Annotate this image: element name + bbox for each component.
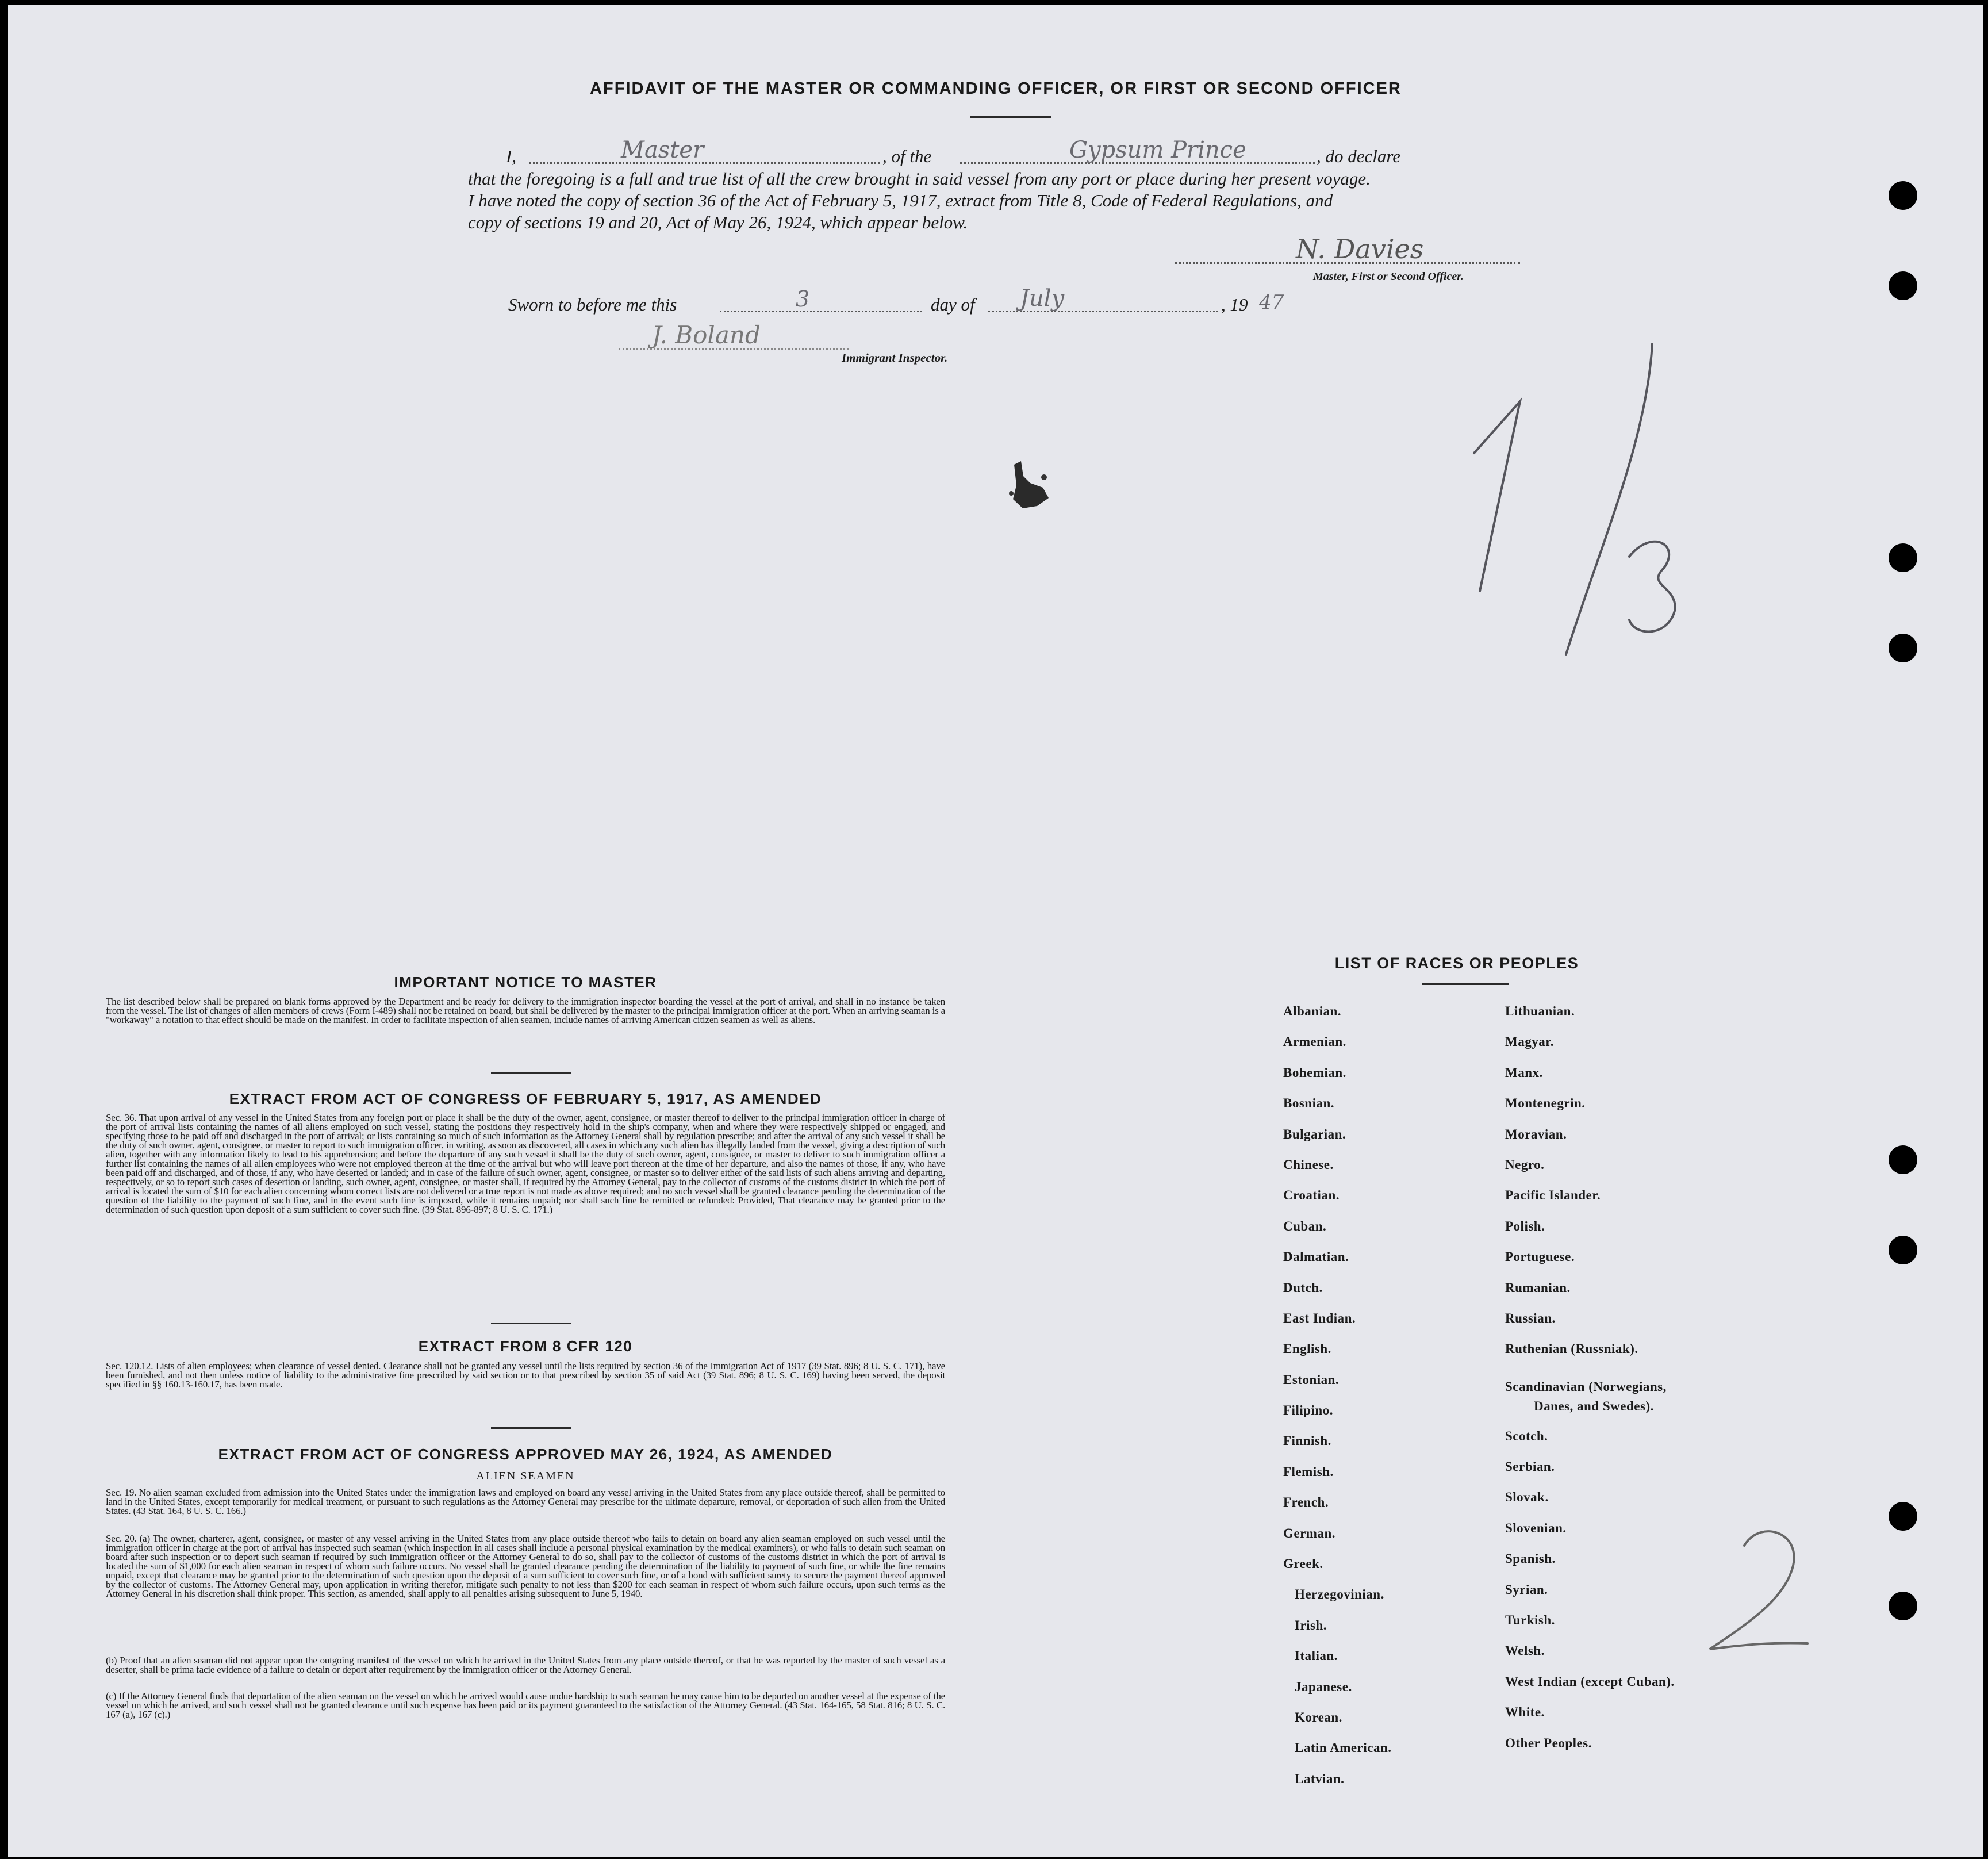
inspector-signature: J. Boland [652, 321, 761, 349]
race-item: English. [1283, 1341, 1331, 1356]
race-item: Other Peoples. [1505, 1735, 1592, 1750]
sworn-month-handwritten: July [1020, 285, 1065, 312]
race-item: Herzegovinian. [1295, 1587, 1384, 1602]
manifest-page [8, 5, 1983, 1857]
punch-hole [1889, 1236, 1917, 1264]
race-item: Irish. [1295, 1617, 1327, 1632]
extract-1917-text: Sec. 36. That upon arrival of any vessel in the United States from any foreign port or place it shall be the duty of the owner, agent, consignee, or master thereof to deliver to the principal immigration officer in charge of the port of arrival lists containing the names of all aliens employed on such vessel, stating the positions they respectively hold in the ship's company, when and where they were respectively shipped or engaged, and specifying those to be paid off and discharged in the port of arrival; or lists containing so much of such information as the Attorney General shall by regulation prescribe; and after the arrival of any such vessel it shall be the duty of such owner, agent, consignee, or master to report to such immigration officer, in writing, as soon as discovered, all cases in which any such alien has illegally landed from the vessel, giving a description of such alien, together with any information likely to lead to his apprehension; and before the departure of any such vessel it shall be the duty of such owner, agent, consignee, or master to deliver to such immigration officer a further list containing the names of all alien employees who were not employed thereon at the time of the arrival but who will leave port thereon at the time of her departure, and also the names of those, if any, who have been paid off and discharged, and of those, if any, who have deserted or landed; and in case of the failure of such owner, agent, consignee, or master so to deliver either of the said lists of such aliens arriving and departing, respectively, or so to report such cases of desertion or landing, such owner, agent, consignee, or master shall, if required by the Attorney General, pay to the collector of customs of the customs district in which the port of arrival is located the sum of $10 for each alien concerning whom correct lists are not delivered or a true report is not made as above required; and no such vessel shall be granted clearance pending the determination of the question of the liability to the payment of such fine, and in the event such fine is imposed, while it remains unpaid; nor shall such fine be remitted or refunded: Provided, That clearance may be granted prior to the determination of such question upon deposit of a sum sufficient to cover such fine. (39 Stat. 896-897; 8 U. S. C. 171.) [106, 1112, 945, 1215]
extract-cfr-title: EXTRACT FROM 8 CFR 120 [418, 1337, 633, 1355]
extract-1924-subtitle: ALIEN SEAMEN [476, 1470, 575, 1482]
affidavit-line-3: I have noted the copy of section 36 of the Act of February 5, 1917, extract from Title 8, Code of Federal Regulations, and [468, 190, 1333, 210]
race-item: Italian. [1295, 1649, 1338, 1663]
race-item: Flemish. [1283, 1464, 1334, 1479]
affidavit-line-4: copy of sections 19 and 20, Act of May 26, 1924, which appear below. [468, 212, 968, 232]
affidavit-line-1 [506, 137, 1535, 169]
extract-1924-sec19: Sec. 19. No alien seaman excluded from admission into the United States under the immigration laws and employed on board any vessel arriving in the United States from any place outside thereof, shall be permitted to land in the United States, except temporarily for medical treatment, or pursuant to such regulations as the Attorney General may prescribe for the ultimate departure, removal, or deportation of such alien from the United States. (43 Stat. 164, 8 U. S. C. 166.) [106, 1487, 945, 1516]
declarant-prefix: I, [506, 146, 517, 166]
race-item: Pacific Islander. [1505, 1188, 1601, 1203]
race-item: Greek. [1283, 1557, 1323, 1571]
race-item: Japanese. [1295, 1679, 1352, 1694]
punch-hole [1889, 1145, 1917, 1174]
race-item: Ruthenian (Russniak). [1505, 1341, 1638, 1356]
punch-hole [1889, 1592, 1917, 1620]
declarant-title-handwritten: Master [621, 137, 704, 163]
punch-hole [1889, 271, 1917, 300]
race-item: Slovak. [1505, 1490, 1549, 1505]
race-item: Lithuanian. [1505, 1004, 1575, 1018]
race-item: Moravian. [1505, 1126, 1567, 1141]
race-item: Magyar. [1505, 1034, 1555, 1049]
race-item: Serbian. [1505, 1459, 1555, 1474]
sworn-day-handwritten: 3 [796, 286, 810, 312]
race-item: Turkish. [1505, 1613, 1555, 1628]
sworn-line [508, 285, 1313, 317]
race-item: Negro. [1505, 1157, 1545, 1172]
race-item: Dalmatian. [1283, 1249, 1349, 1264]
extract-1924-title: EXTRACT FROM ACT OF CONGRESS APPROVED MAY 26, 1924, AS AMENDED [218, 1446, 833, 1463]
race-item: West Indian (except Cuban). [1505, 1674, 1675, 1689]
sworn-year-handwritten: 47 [1259, 291, 1284, 314]
affidavit-line-2: that the foregoing is a full and true list of all the crew brought in said vessel from any port or place during her present voyage. [468, 168, 1371, 189]
race-item: Latin American. [1295, 1741, 1392, 1755]
punch-hole [1889, 181, 1917, 210]
race-item: Bosnian. [1283, 1096, 1335, 1111]
races-title: LIST OF RACES OR PEOPLES [1334, 955, 1579, 972]
race-item: Cuban. [1283, 1218, 1327, 1233]
folio-handwriting [1457, 338, 1756, 660]
race-item: Dutch. [1283, 1280, 1323, 1295]
day-of-text: day of [931, 294, 975, 315]
race-item: Chinese. [1283, 1157, 1334, 1172]
race-item: Finnish. [1283, 1433, 1331, 1448]
races-column-1 [1283, 1004, 1490, 1802]
year-prefix-text: , 19 [1221, 294, 1248, 315]
race-item: Syrian. [1505, 1582, 1548, 1597]
extract-1924-sec20b: (b) Proof that an alien seaman did not appear upon the outgoing manifest of the vessel on which he arrived in the United States from any place outside thereof, or that he was reported by the master of such vessel as a deserter, shall be prima facie evidence of a failure to detain or deport after requirement by the immigration officer or the Attorney General. [106, 1655, 945, 1675]
race-item: Latvian. [1295, 1771, 1345, 1786]
of-the-text: , of the [882, 146, 932, 166]
race-item: Scandinavian (Norwegians, [1505, 1379, 1667, 1394]
punch-hole [1889, 634, 1917, 662]
title-divider [970, 116, 1051, 118]
punch-hole [1889, 1502, 1917, 1531]
race-item: Estonian. [1283, 1372, 1340, 1387]
race-item: Rumanian. [1505, 1280, 1571, 1295]
race-item: White. [1505, 1705, 1545, 1720]
race-item: Montenegrin. [1505, 1096, 1586, 1111]
vessel-name-handwritten: Gypsum Prince [1069, 137, 1246, 163]
race-item: Manx. [1505, 1065, 1543, 1080]
race-item: Albanian. [1283, 1004, 1342, 1018]
race-item: Danes, and Swedes). [1534, 1398, 1654, 1413]
master-signature: N. Davies [1296, 233, 1424, 265]
affidavit-title: AFFIDAVIT OF THE MASTER OR COMMANDING OFFICER, OR FIRST OR SECOND OFFICER [590, 79, 1402, 98]
race-item: Welsh. [1505, 1643, 1545, 1658]
extract-1924-sec20c: (c) If the Attorney General finds that deportation of the alien seaman on the vessel on which he arrived would cause undue hardship to such seaman he may cause him to be deported on another vessel at the expense of the vessel on which he arrived, and such vessel shall not be granted clearance until such expense has been paid or its payment guaranteed to the satisfaction of the Attorney General. (43 Stat. 164-165, 58 Stat. 816; 8 U. S. C. 167 (a), 167 (c).) [106, 1691, 945, 1720]
race-item: Bulgarian. [1283, 1126, 1346, 1141]
extract-cfr-text: Sec. 120.12. Lists of alien employees; when clearance of vessel denied. Clearance shall not be granted any vessel until the lists required by section 36 of the Immigration Act of 1917 (39 Stat. 896; 8 U. S. C. 171), have been furnished, and not then unless notice of liability to the administrative fine prescribed by said section or to that prescribed by section 35 of said Act (39 Stat. 896; 8 U. S. C. 169) having been served, the deposit specified in §§ 160.13-160.17, has been made. [106, 1360, 945, 1390]
race-item: Portuguese. [1505, 1249, 1575, 1264]
races-column-2 [1505, 1004, 1804, 1766]
race-item: German. [1283, 1525, 1336, 1540]
inspector-caption: Immigrant Inspector. [842, 351, 948, 365]
ink-blot [997, 453, 1060, 516]
race-item: Armenian. [1283, 1034, 1346, 1049]
sworn-text: Sworn to before me this [508, 294, 677, 315]
race-item: Bohemian. [1283, 1065, 1346, 1080]
race-item: Russian. [1505, 1310, 1556, 1325]
race-item: East Indian. [1283, 1310, 1356, 1325]
race-item: Filipino. [1283, 1403, 1333, 1418]
race-item: Korean. [1295, 1709, 1342, 1724]
signature-caption: Master, First or Second Officer. [1313, 270, 1464, 283]
race-item: Slovenian. [1505, 1520, 1567, 1535]
punch-hole [1889, 543, 1917, 572]
extract-1917-title: EXTRACT FROM ACT OF CONGRESS OF FEBRUARY 5, 1917, AS AMENDED [229, 1090, 822, 1107]
notice-title: IMPORTANT NOTICE TO MASTER [394, 973, 657, 991]
race-item: French. [1283, 1495, 1329, 1510]
race-item: Polish. [1505, 1218, 1545, 1233]
race-item: Spanish. [1505, 1551, 1556, 1566]
race-item: Croatian. [1283, 1188, 1340, 1203]
do-declare-text: , do declare [1317, 146, 1401, 166]
extract-1924-sec20a: Sec. 20. (a) The owner, charterer, agent, consignee, or master of any vessel arriving in the United States from any place outside thereof who fails to detain on board any alien seaman employed on such vessel until the immigration officer in charge at the port of arrival has inspected such seaman (which inspection in all cases shall include a personal physical examination by the medical examiners), or who fails to detain such seaman on board after such inspection or to deport such seaman if required by such immigration officer or the Attorney General to do so, shall pay to the collector of customs of the customs district in which the port of arrival is located the sum of $1,000 for each alien seaman in respect of whom such failure occurs. No vessel shall be granted clearance pending the determination of the liability to payment of such fine, or while the fine remains unpaid, except that clearance may be granted prior to the determination of such question upon the deposit of a sum sufficient to cover such fine, or of a bond with sufficient surety to secure the payment thereof approved by the collector of customs. The Attorney General may, upon application in writing therefor, mitigate such penalty to not less than $200 for each seaman in respect of whom such failure occurs, upon such terms as the Attorney General in his discretion shall think proper. This section, as amended, shall apply to all penalties arising subsequent to June 5, 1940. [106, 1533, 945, 1599]
notice-text: The list described below shall be prepared on blank forms approved by the Department and be ready for delivery to the immigration inspector boarding the vessel at the port of arrival, and shall in no instance be taken from the vessel. The list of changes of alien members of crews (Form I-489) shall not be retained on board, but shall be delivered by the master to the principal immigration officer at the port. When an arriving seaman is a "workaway" a notation to that effect should be made on the manifest. In order to facilitate inspection of alien seamen, include names of arriving American citizen seamen as well as aliens. [106, 996, 945, 1025]
race-item: Scotch. [1505, 1428, 1548, 1443]
